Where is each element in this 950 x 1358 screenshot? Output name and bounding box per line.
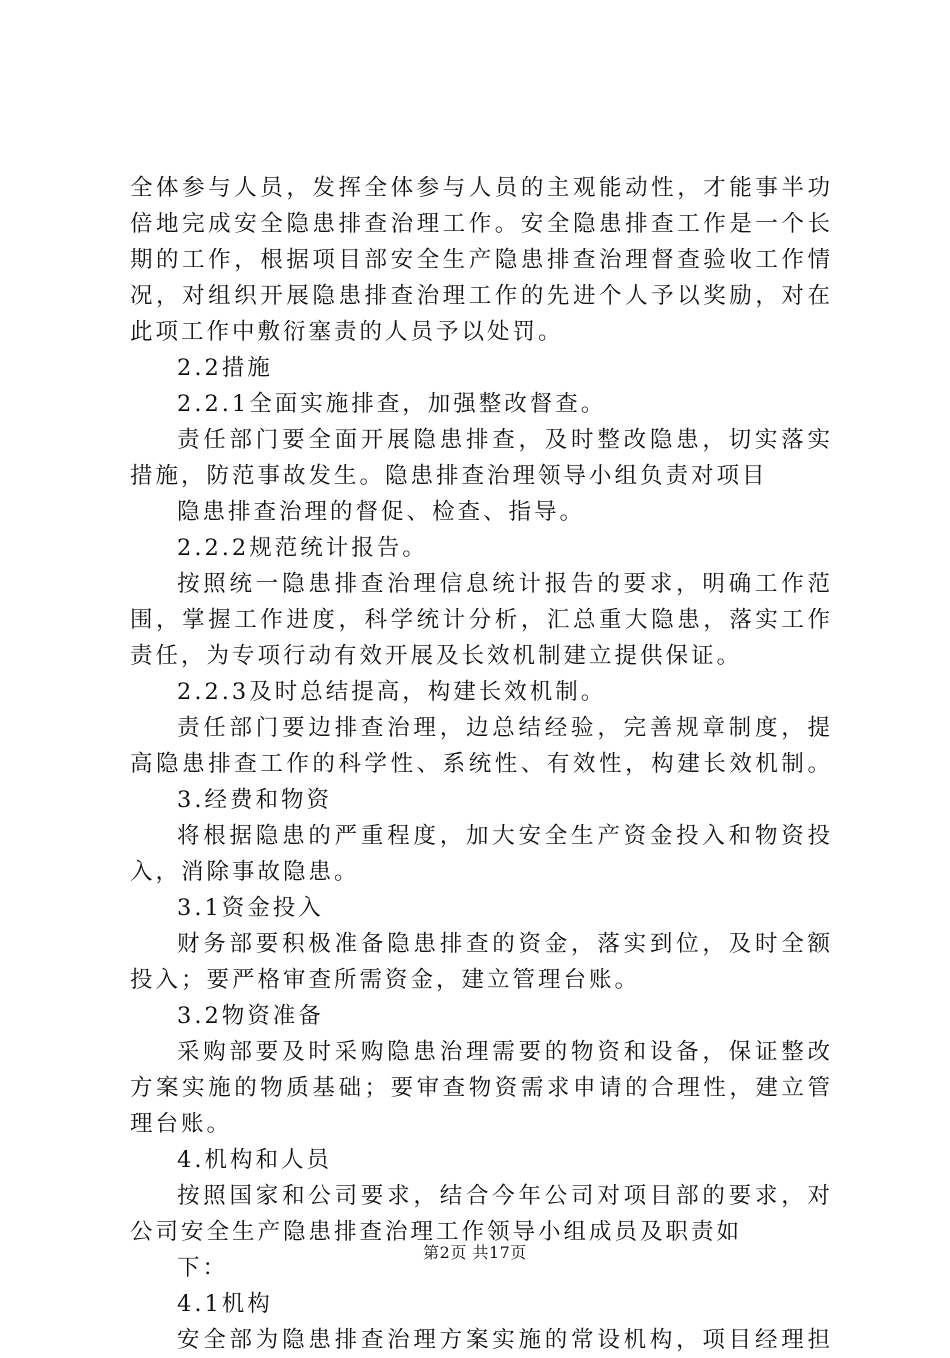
page-footer: 第2页 共17页 xyxy=(423,1243,527,1262)
text-line: 下： xyxy=(177,1255,229,1281)
text-line: 3.2物资准备 xyxy=(177,1003,324,1029)
text-line: 4.机构和人员 xyxy=(177,1147,332,1173)
text-line: 责任，为专项行动有效开展及长效机制建立提供保证。 xyxy=(130,643,743,669)
text-line: 责任部门要全面开展隐患排查，及时整改隐患，切实落实 xyxy=(177,427,830,453)
text-line: 公司安全生产隐患排查治理工作领导小组成员及职责如 xyxy=(130,1219,743,1245)
text-line: 将根据隐患的严重程度，加大安全生产资金投入和物资投 xyxy=(177,823,830,849)
text-line: 方案实施的物质基础；要审查物资需求申请的合理性，建立管 xyxy=(130,1075,830,1101)
text-line: 隐患排查治理的督促、检查、指导。 xyxy=(177,499,586,525)
text-line: 高隐患排查工作的科学性、系统性、有效性，构建长效机制。 xyxy=(130,751,830,777)
text-line: 2.2.3及时总结提高，构建长效机制。 xyxy=(177,679,607,705)
text-line: 入，消除事故隐患。 xyxy=(130,859,360,885)
text-line: 采购部要及时采购隐患治理需要的物资和设备，保证整改 xyxy=(177,1039,830,1065)
text-line: 投入；要严格审查所需资金，建立管理台账。 xyxy=(130,967,641,993)
text-line: 理台账。 xyxy=(130,1111,233,1137)
text-line: 况，对组织开展隐患排查治理工作的先进个人予以奖励，对在 xyxy=(130,283,830,309)
text-line: 4.1机构 xyxy=(177,1291,273,1317)
text-line: 期的工作，根据项目部安全生产隐患排查治理督查验收工作情 xyxy=(130,247,830,273)
text-line: 财务部要积极准备隐患排查的资金，落实到位，及时全额 xyxy=(177,931,830,957)
text-line: 按照统一隐患排查治理信息统计报告的要求，明确工作范 xyxy=(177,571,830,597)
text-line: 2.2措施 xyxy=(177,355,273,381)
text-line: 3.1资金投入 xyxy=(177,895,324,921)
text-line: 倍地完成安全隐患排查治理工作。安全隐患排查工作是一个长 xyxy=(130,211,830,237)
text-line: 3.经费和物资 xyxy=(177,787,332,813)
text-line: 按照国家和公司要求，结合今年公司对项目部的要求，对 xyxy=(177,1183,830,1209)
text-line: 围，掌握工作进度，科学统计分析，汇总重大隐患，落实工作 xyxy=(130,607,830,633)
text-line: 2.2.2规范统计报告。 xyxy=(177,535,428,561)
text-line: 措施，防范事故发生。隐患排查治理领导小组负责对项目 xyxy=(130,463,768,489)
text-line: 此项工作中敷衍塞责的人员予以处罚。 xyxy=(130,319,564,345)
body-text xyxy=(130,170,830,1358)
text-line: 安全部为隐患排查治理方案实施的常设机构，项目经理担 xyxy=(177,1327,830,1353)
text-line: 全体参与人员，发挥全体参与人员的主观能动性，才能事半功 xyxy=(130,175,830,201)
text-line: 2.2.1全面实施排查，加强整改督查。 xyxy=(177,391,607,417)
text-line: 责任部门要边排查治理，边总结经验，完善规章制度，提 xyxy=(177,715,830,741)
